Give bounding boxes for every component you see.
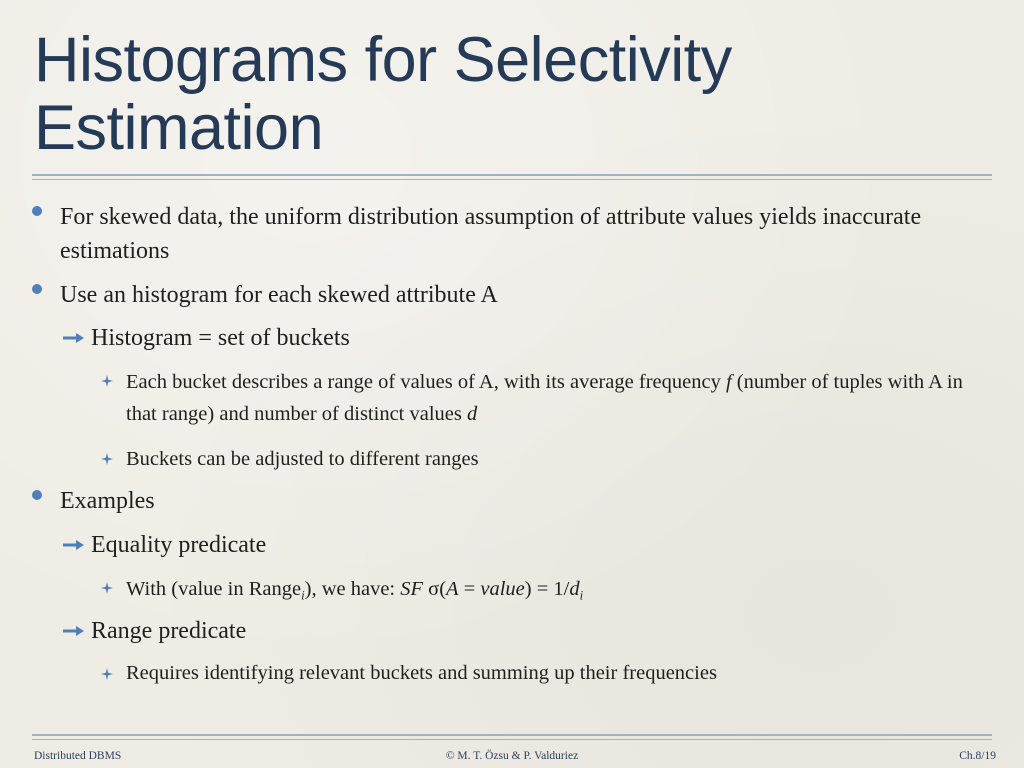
four-point-star-icon — [101, 582, 113, 594]
sub-bullet-equality-predicate: Equality predicate — [91, 532, 267, 558]
bullet-dot-icon — [32, 206, 42, 216]
bullet-use-histogram: Use an histogram for each skewed attribute A — [60, 282, 498, 308]
sub-sub-bullet-range-buckets: Requires identifying relevant buckets and summing up their frequencies — [126, 662, 717, 684]
footer-copyright: © M. T. Özsu & P. Valduriez — [445, 750, 579, 762]
arrow-right-icon — [63, 540, 84, 550]
arrow-right-icon — [63, 626, 84, 636]
footer-page-number: Ch.8/19 — [959, 750, 996, 762]
sub-bullet-histogram-definition: Histogram = set of buckets — [91, 325, 350, 351]
footer-course: Distributed DBMS — [34, 750, 122, 762]
four-point-star-icon — [101, 668, 113, 680]
sub-sub-bullet-adjust-ranges: Buckets can be adjusted to different ranges — [126, 448, 479, 470]
bullet-skewed-data: For skewed data, the uniform distribution assumption of attribute values yields inaccurate estimations — [60, 204, 922, 264]
four-point-star-icon — [101, 453, 113, 465]
bullet-dot-icon — [32, 490, 42, 500]
four-point-star-icon — [101, 375, 113, 387]
slide-title: Histograms for Selectivity Estimation — [34, 25, 732, 163]
sub-bullet-range-predicate: Range predicate — [91, 618, 247, 644]
bullet-examples: Examples — [60, 488, 155, 514]
arrow-right-icon — [63, 333, 84, 343]
footer-divider — [32, 734, 992, 740]
bullet-dot-icon — [32, 284, 42, 294]
sub-sub-bullet-bucket-description: Each bucket describes a range of values of A, with its average frequency f (number of tuples with A in that range) and number of distinct values d — [126, 371, 963, 425]
sub-sub-bullet-equality-formula: With (value in Range$_i$), we have: SF σ(A = value) = $1/d_i$ — [126, 578, 584, 603]
